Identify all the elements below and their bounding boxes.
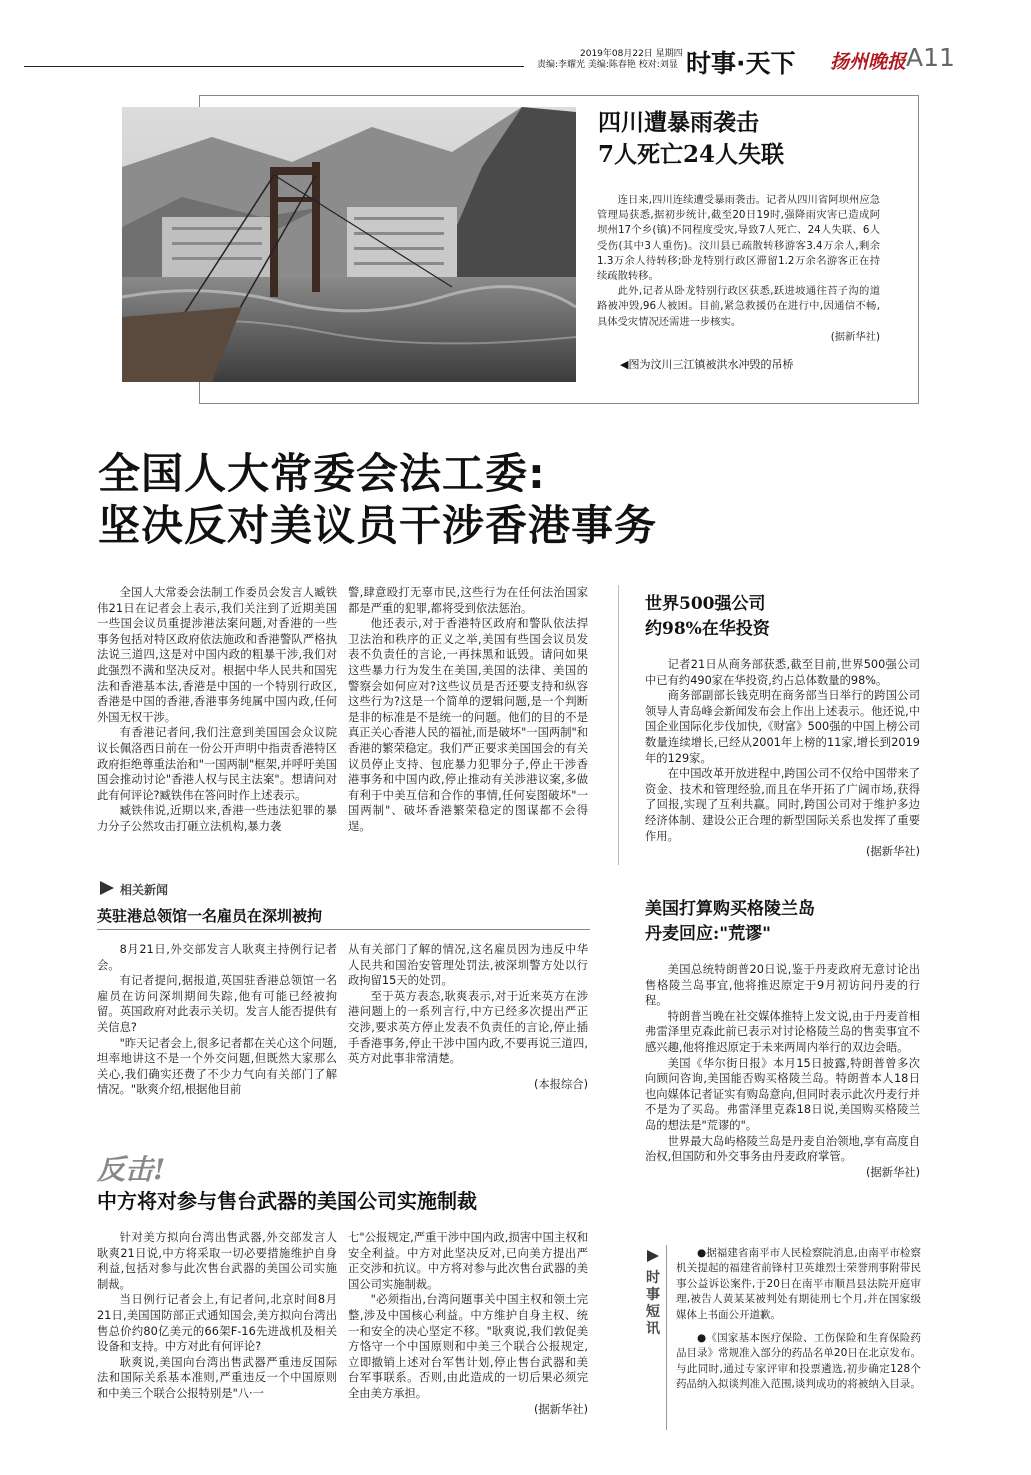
section-title: 时事·天下	[686, 49, 796, 78]
taiwan-paragraph: 七"公报规定,严重干涉中国内政,损害中国主权和安全利益。中方对此坚决反对,已向美方提出严正交涉和抗议。中方将对参与此次售台武器的美国公司实施制裁。	[348, 1231, 588, 1291]
main-paragraph: 警,肆意殴打无辜市民,这些行为在任何法治国家都是严重的犯罪,都将受到依法惩治。	[348, 586, 588, 615]
briefs-divider	[666, 1245, 667, 1430]
main-paragraph: 他还表示,对于香港特区政府和警队依法捍卫法治和秩序的正义之举,美国有些国会议员发表不负责任的言论,一再抹黑和诋毁。请问如果这些暴力行为发生在美国,美国的法律、美国的警察会如何应对?这些议员是否还要支持和纵容这些行为?这是一个简单的逻辑问题,是一个判断是非的标准是不是统一的问题。他们的目的不是真正关心香港人民的福祉,而是破坏"一国两制"和香港的繁荣稳定。我们严正要求美国国会的有关议员停止支持、包庇暴力犯罪分子,停止干涉香港事务和中国内政,停止推动有关涉港议案,多做有利于中美互信和合作的事情,任何妄图破坏"一国两制"、破坏香港繁荣稳定的图谋都不会得逞。	[348, 617, 588, 833]
invest-paragraph: 在中国改革开放进程中,跨国公司不仅给中国带来了资金、技术和管理经验,而且在华开拓了广阔市场,获得了回报,实现了互利共赢。同时,跨国公司对于维护多边经济体制、建设公正合理的新型国际关系也发挥了重要作用。	[645, 767, 920, 843]
top-story-title-line2: 7人死亡24人失联	[598, 141, 785, 168]
invest-source: (据新华社)	[865, 845, 920, 859]
briefs-arrow-icon	[645, 1248, 661, 1264]
flood-photo	[122, 107, 576, 382]
greenland-paragraph: 美国总统特朗普20日说,鉴于丹麦政府无意讨论出售格陵兰岛事宜,他将推迟原定于9月初访问丹麦的行程。	[645, 963, 920, 1008]
main-story-col2	[348, 585, 588, 835]
greenland-title-line1: 美国打算购买格陵兰岛	[645, 899, 815, 919]
main-story-col1	[97, 585, 337, 835]
main-paragraph: 全国人大常委会法制工作委员会发言人臧铁伟21日在记者会上表示,我们关注到了近期美国一些国会议员重提涉港法案问题,对香港的一些事务包括对特区政府依法施政和香港警队严格执法说三道四,这是对中国内政的粗暴干涉,我们对此强烈不满和坚决反对。根据中华人民共和国宪法和香港基本法,香港是中国的一个特别行政区,香港是中国的香港,香港事务纯属中国内政,任何外国无权干涉。	[97, 586, 337, 724]
invest-paragraph: 商务部副部长钱克明在商务部当日举行的跨国公司领导人青岛峰会新闻发布会上作出上述表示。他还说,中国企业国际化步伐加快,《财富》500强的中国上榜公司数量连续增长,已经从2001年上榜的11家,增长到2019年的129家。	[645, 689, 920, 765]
page-number: A11	[906, 43, 955, 72]
greenland-title	[645, 897, 815, 947]
briefs-body	[676, 1246, 921, 1401]
related-arrow-icon	[98, 879, 116, 897]
greenland-paragraph: 特朗普当晚在社交媒体推特上发文说,由于丹麦首相弗雷泽里克森此前已表示对讨论格陵兰岛的售卖事宜不感兴趣,他将推迟原定于未来两周内举行的双边会晤。	[645, 1009, 920, 1054]
top-story-body	[597, 193, 880, 345]
brief-item: ●《国家基本医疗保险、工伤保险和生育保险药品目录》常规准入部分的药品名单20日在北京发布。与此同时,通过专家评审和投票遴选,初步确定128个药品纳入拟谈判准入范围,谈判成功的将被纳入目录。	[676, 1332, 921, 1391]
top-story-paragraph: 连日来,四川连续遭受暴雨袭击。记者从四川省阿坝州应急管理局获悉,据初步统计,截至20日19时,强降雨灾害已造成阿坝州17个乡(镇)不同程度受灾,导致7人死亡、24人失联、6人受伤(其中3人重伤)。汶川县已疏散转移游客3.4万余人,剩余1.3万余人待转移;卧龙特别行政区滞留1.2万余名游客正在持续疏散转移。	[597, 194, 880, 283]
greenland-paragraph: 美国《华尔街日报》本月15日披露,特朗普曾多次向顾问咨询,美国能否购买格陵兰岛。特朗普本人18日也向媒体记者证实有购岛意向,但同时表示此次丹麦行并不是为了买岛。弗雷泽里克森18日说,美国购买格陵兰岛的想法是"荒谬的"。	[645, 1056, 920, 1132]
invest-title-line1: 世界500强公司	[645, 594, 766, 614]
top-story-title	[598, 107, 784, 171]
invest-paragraph: 记者21日从商务部获悉,截至目前,世界500强公司中已有约490家在华投资,约占总体数量的98%。	[645, 658, 920, 687]
invest-title	[645, 592, 770, 642]
related-source: (本报综合)	[533, 1077, 588, 1091]
main-headline	[98, 448, 657, 552]
taiwan-paragraph: 耿爽说,美国向台湾出售武器严重违反国际法和国际关系基本准则,严重违反一个中国原则和中美三个联合公报特别是"八·一	[97, 1355, 337, 1400]
top-story-source: (据新华社)	[830, 330, 880, 343]
related-col1	[97, 942, 337, 1098]
briefs-label: 时事短讯	[646, 1270, 660, 1337]
taiwan-source: (据新华社)	[533, 1402, 588, 1416]
header-editors: 责编:李耀光 美编:陈春艳 校对:刘显	[537, 60, 678, 70]
invest-body	[645, 657, 920, 860]
taiwan-kicker: 反击!	[97, 1153, 166, 1186]
top-story-title-line1: 四川遭暴雨袭击	[598, 109, 759, 136]
column-divider	[618, 585, 619, 865]
paper-logo: 扬州晚报	[830, 51, 907, 73]
taiwan-col2	[348, 1230, 588, 1417]
related-paragraph: 有记者提问,据报道,英国驻香港总领馆一名雇员在访问深圳期间失踪,他有可能已经被拘留。英国政府对此表示关切。发言人能否提供有关信息?	[97, 974, 337, 1034]
top-story-paragraph: 此外,记者从卧龙特别行政区获悉,跃进坡通往苔子沟的道路被冲毁,96人被困。目前,紧急救援仍在进行中,因通信不畅,具体受灾情况还需进一步核实。	[597, 285, 880, 328]
taiwan-title: 中方将对参与售台武器的美国公司实施制裁	[97, 1189, 477, 1213]
related-col2	[348, 942, 588, 1092]
greenland-source: (据新华社)	[865, 1165, 920, 1179]
related-paragraph: 8月21日,外交部发言人耿爽主持例行记者会。	[97, 943, 337, 972]
invest-title-line2: 约98%在华投资	[645, 619, 770, 639]
header-rule-left	[24, 66, 524, 67]
taiwan-paragraph: 针对美方拟向台湾出售武器,外交部发言人耿爽21日说,中方将采取一切必要措施维护自身利益,包括对参与此次售台武器的美国公司实施制裁。	[97, 1231, 337, 1291]
greenland-body	[645, 962, 920, 1180]
brief-item: ●据福建省南平市人民检察院消息,由南平市检察机关提起的福建省前锋村卫英雄烈士荣誉刑事附带民事公益诉讼案件,于20日在南平市顺昌县法院开庭审理,被告人黄某某被判处有期徒刑七个月,并在国家级媒体上书面公开道歉。	[676, 1247, 921, 1321]
photo-caption: ◀图为汶川三江镇被洪水冲毁的吊桥	[620, 358, 794, 371]
related-paragraph: "昨天记者会上,很多记者都在关心这个问题,坦率地讲这不是一个外交问题,但既然大家那么关心,我们确实还费了不少力气向有关部门了解情况。"耿爽介绍,根据他目前	[97, 1036, 337, 1097]
related-title: 英驻港总领馆一名雇员在深圳被拘	[97, 907, 323, 925]
related-tag: 相关新闻	[120, 883, 169, 897]
greenland-title-line2: 丹麦回应:"荒谬"	[645, 924, 771, 944]
main-paragraph: 有香港记者问,我们注意到美国国会众议院议长佩洛西日前在一份公开声明中指责香港特区政府拒绝尊重法治和"一国两制"框架,并呼吁美国国会推动讨论"香港人权与民主法案"。想请问对此有何评论?臧铁伟在答问时作上述表示。	[97, 726, 337, 802]
related-paragraph: 从有关部门了解的情况,这名雇员因为违反中华人民共和国治安管理处罚法,被深圳警方处以行政拘留15天的处罚。	[348, 943, 588, 988]
related-paragraph: 至于英方表态,耿爽表示,对于近来英方在涉港问题上的一系列言行,中方已经多次提出严正交涉,要求英方停止发表不负责任的言论,停止插手香港事务,停止干涉中国内政,不要再说三道四,英方对此事非常清楚。	[348, 989, 588, 1066]
taiwan-col1	[97, 1230, 337, 1402]
main-paragraph: 臧铁伟说,近期以来,香港一些违法犯罪的暴力分子公然攻击打砸立法机构,暴力袭	[97, 804, 337, 833]
taiwan-paragraph: 当日例行记者会上,有记者问,北京时间8月21日,美国国防部正式通知国会,美方拟向台湾出售总价约80亿美元的66架F-16先进战机及相关设备和支持。中方对此有何评论?	[97, 1293, 337, 1354]
greenland-paragraph: 世界最大岛屿格陵兰岛是丹麦自治领地,享有高度自治权,但国防和外交事务由丹麦政府掌管。	[645, 1134, 920, 1164]
main-headline-line1: 全国人大常委会法工委:	[98, 449, 546, 498]
main-headline-line2: 坚决反对美议员干涉香港事务	[98, 501, 658, 550]
header-date: 2019年08月22日 星期四	[580, 49, 683, 59]
related-rule	[97, 929, 590, 930]
taiwan-paragraph: "必须指出,台湾问题事关中国主权和领土完整,涉及中国核心利益。中方维护自身主权、统一和安全的决心坚定不移。"耿爽说,我们敦促美方恪守一个中国原则和中美三个联合公报规定,立即撤销上述对台军售计划,停止售台武器和美台军事联系。否则,由此造成的一切后果必须完全由美方承担。	[348, 1293, 588, 1400]
